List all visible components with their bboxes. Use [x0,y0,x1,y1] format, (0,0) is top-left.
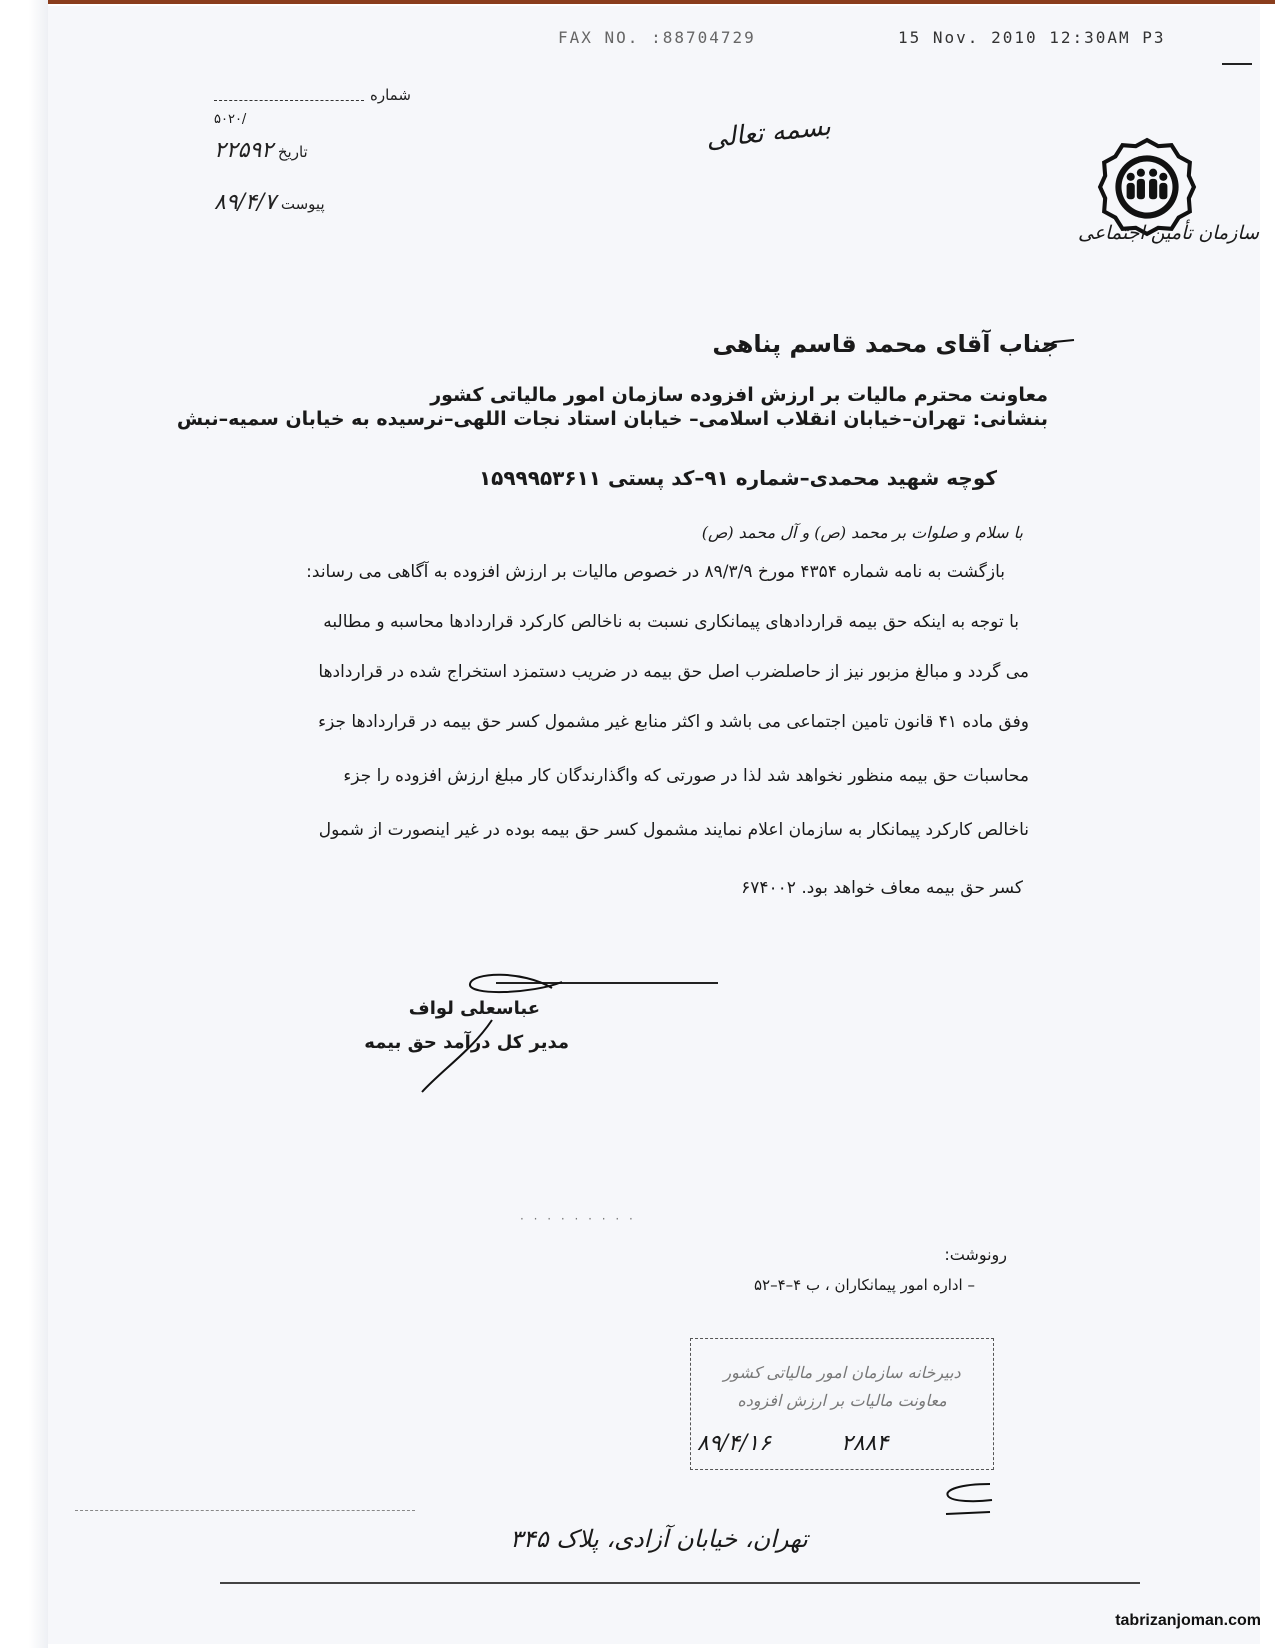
cc-item: – اداره امور پیمانکاران ، ب ۴–۴–۵۲ [753,1276,975,1294]
basmala: بسمه تعالی [704,111,833,155]
signer-role: مدیر کل درآمد حق بیمه [364,1032,569,1053]
body-line: با توجه به اینکه حق بیمه قراردادهای پیمانکاری نسبت به ناخالص کارکرد قراردادها محاسبه و مطالبه [323,612,1019,632]
body-line: ناخالص کارکرد پیمانکار به سازمان اعلام نمایند مشمول کسر حق بیمه بوده در غیر اینصورت از شمول [318,820,1029,840]
signature-mark [412,960,572,1100]
paper-fold-shadow [0,0,48,1648]
fax-number: FAX NO. :88704729 [558,28,756,47]
number-label: شماره [370,86,411,104]
footer-dashes [75,1510,415,1511]
stamp-number: ۲۸۸۴ [841,1431,889,1456]
attachment-label: پیوست [280,195,325,213]
body-line: کسر حق بیمه معاف خواهد بود. ۶۷۴۰۰۲ [741,878,1023,898]
number-line [214,90,364,101]
addressee-title: معاونت محترم مالیات بر ارزش افزوده سازمان امور مالیاتی کشور [430,384,1048,406]
watermark: tabrizanjoman.com [1115,1612,1261,1629]
stamp-line1: دبیرخانه سازمان امور مالیاتی کشور [723,1363,961,1382]
received-stamp [690,1338,994,1470]
margin-mark [1222,63,1252,65]
cc-label: رونوشت: [944,1245,1007,1264]
attachment-value: ۸۹/۴/۷ [214,190,277,215]
fax-timestamp: 15 Nov. 2010 12:30AM P3 [898,28,1166,47]
organization-name: سازمان تأمین اجتماعی [1078,222,1260,244]
body-line: محاسبات حق بیمه منظور نخواهد شد لذا در صورتی که واگذارندگان کار مبلغ ارزش افزوده را جزء [343,766,1029,786]
footer-address: تهران، خیابان آزادی، پلاک ۳۴۵ [510,1525,808,1553]
footer-rule [220,1582,1140,1584]
stamp-line2: معاونت مالیات بر ارزش افزوده [737,1391,947,1410]
body-line: می گردد و مبالغ مزبور نیز از حاصلضرب اصل حق بیمه در ضریب دستمزد استخراج شده در قراردادها [318,662,1029,682]
stamp-flourish-icon [940,1478,994,1518]
letter-number-value: ۵۰۲۰/ [214,112,247,127]
date-value: ۲۲۵۹۲ [214,138,274,163]
body-line: بازگشت به نامه شماره ۴۳۵۴ مورخ ۸۹/۳/۹ در خصوص مالیات بر ارزش افزوده به آگاهی می رساند: [306,562,1005,582]
letter-number [214,86,411,104]
stamp-date: ۸۹/۴/۱۶ [697,1431,771,1456]
date-label: تاریخ [277,143,308,161]
addressee-name: جناب آقای محمد قاسم پناهی [712,330,1059,358]
addressee-address-line2: کوچه شهید محمدی–شماره ۹۱–کد پستی ۱۵۹۹۹۵۳۶۱۱ [478,466,997,490]
signer-name: عباسعلی لواف [408,998,540,1019]
letter-date [214,138,308,163]
letter-attachment [214,190,325,215]
page-top-edge [0,0,1275,4]
body-line: وفق ماده ۴۱ قانون تامین اجتماعی می باشد و اکثر منابع غیر مشمول کسر حق بیمه در قراردادها جزء [318,712,1029,732]
scan-noise: · · · · · · · · · [520,1212,636,1226]
addressee-address-line1: بنشانی: تهران–خیابان انقلاب اسلامی– خیابان استاد نجات اللهی–نرسیده به خیابان سمیه–نبش [176,408,1048,430]
greeting: با سلام و صلوات بر محمد (ص) و آل محمد (ص) [701,523,1023,542]
